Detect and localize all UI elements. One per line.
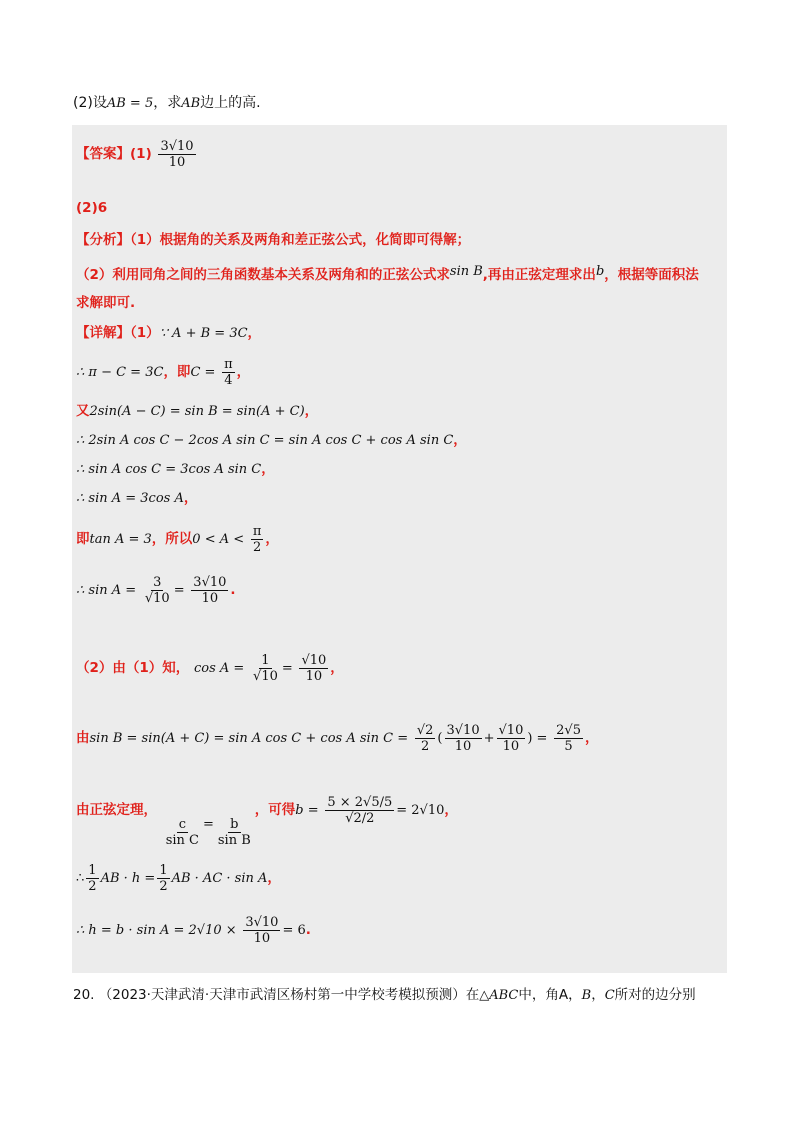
detail-frac-3-sqrt10 <box>143 575 172 606</box>
comma: ， <box>265 531 279 547</box>
period: . <box>305 922 311 938</box>
comma: ， <box>183 490 198 506</box>
therefore-symbol: ∴ <box>76 871 85 886</box>
frac-den: sin C <box>165 833 199 848</box>
detail-line2 <box>76 355 250 390</box>
paren-close: ) = <box>527 731 548 746</box>
detail-eq9: cos A = <box>194 661 245 676</box>
detail-eq13-end: = 6 <box>282 923 306 938</box>
detail-frac-pi4 <box>222 357 235 388</box>
frac-num: 5 × 2√5/5 <box>327 794 393 810</box>
period: . <box>230 582 236 598</box>
detail-frac-3sqrt10-10 <box>191 575 228 606</box>
comma: ， <box>453 432 467 448</box>
question-prefix: (2)设 <box>73 95 107 111</box>
detail-line4 <box>76 430 467 451</box>
frac-den: 10 <box>454 738 472 754</box>
answer-den: 10 <box>168 154 186 170</box>
detail-eq4: ∴ 2sin A cos C − 2cos A sin C = sin A cos C + cos A sin C <box>76 433 454 448</box>
comma: ， <box>584 730 599 746</box>
angle-B: B <box>581 988 592 1003</box>
detail-label: 【详解】 <box>76 325 130 341</box>
comma: ， <box>330 660 344 676</box>
comma: ， <box>247 325 262 341</box>
detail-frac-b-sinB <box>216 817 253 848</box>
detail-line13 <box>76 910 311 951</box>
frac-num: 2√5 <box>556 722 581 738</box>
question-part2 <box>73 93 261 114</box>
answer-num: 3√10 <box>160 138 194 154</box>
comma: ， <box>304 403 319 419</box>
detail-eq7: tan A = 3 <box>89 532 152 547</box>
frac-num: √2 <box>416 722 434 738</box>
detail-frac-2sqrt5-5 <box>554 723 583 754</box>
frac-num: π <box>252 523 262 539</box>
detail-text7a: 即 <box>76 531 90 547</box>
detail-text9: （2）由（1）知， <box>76 660 190 676</box>
analysis-text2b: ,再由正弦定理求出 <box>482 267 596 283</box>
detail-line10: 由sin B = sin(A + C) = sin A cos C + cos A sin C = $\frac{√2}{2}$ ( $\frac{3√10}{10}$ + $\frac{√10}{10}$ ) = $\frac{2√5}{5}$ ， <box>76 722 599 754</box>
detail-b-result: = 2√10 <box>396 803 445 818</box>
detail-eq12-end: AB · AC · sin A <box>171 871 268 886</box>
detail-frac-a <box>445 723 482 754</box>
answer-part2: (2)6 <box>76 200 108 216</box>
frac-num: 3√10 <box>446 722 480 738</box>
detail-line3 <box>76 401 318 422</box>
frac-num: 1 <box>159 862 168 878</box>
question-equation: AB = 5 <box>106 96 154 111</box>
frac-den: √2/2 <box>345 810 375 826</box>
detail-line1 <box>76 323 261 344</box>
question-suffix: 边上的高. <box>200 95 261 111</box>
frac-den: sin B <box>217 833 251 848</box>
detail-frac-c-sinC <box>164 817 201 848</box>
frac-num: π <box>224 356 233 372</box>
detail-eq8: ∴ sin A = <box>76 583 137 598</box>
frac-den: 10 <box>305 668 323 684</box>
comma: ， <box>236 364 251 380</box>
detail-frac-half-1 <box>86 863 98 894</box>
analysis-sinB: sin B <box>449 264 483 279</box>
detail-eq12-mid: AB · h = <box>100 871 156 886</box>
detail-frac-pi2 <box>251 524 264 555</box>
detail-eq6: ∴ sin A = 3cos A <box>76 491 184 506</box>
detail-complex-frac <box>325 795 394 826</box>
frac-num: 1 <box>88 862 97 878</box>
detail-line7 <box>76 522 279 557</box>
detail-text10: 由 <box>76 730 90 746</box>
detail-frac-half-2 <box>157 863 169 894</box>
answer-part1: (1) <box>130 146 152 162</box>
detail-C: C = <box>190 365 216 380</box>
answer-line <box>76 136 198 172</box>
analysis-text1: （1）根据角的关系及两角和差正弦公式，化简即可得解； <box>130 232 471 248</box>
detail-line12 <box>76 860 281 897</box>
frac-den: 4 <box>224 372 233 388</box>
sep: ， <box>591 987 605 1003</box>
detail-eq1: ∵ A + B = 3C <box>159 326 248 341</box>
question-end: 所对的边分别 <box>614 987 696 1003</box>
answer-label: 【答案】 <box>76 146 130 162</box>
frac-den: 2 <box>159 878 168 894</box>
frac-den: 2 <box>88 878 97 894</box>
frac-num: b <box>230 817 239 832</box>
detail-eq10: sin B = sin(A + C) = sin A cos C + cos A sin C = <box>89 731 409 746</box>
comma: ， <box>267 870 281 886</box>
comma: ， <box>261 461 275 477</box>
paren-open: ( <box>437 731 443 746</box>
detail-frac-b <box>497 723 526 754</box>
triangle-label: △ABC <box>479 988 519 1003</box>
analysis-line2 <box>76 262 699 285</box>
frac-num: 3√10 <box>245 914 279 930</box>
detail-eq3: 2sin(A − C) = sin B = sin(A + C) <box>89 404 305 419</box>
detail-frac-sqrt2-2 <box>415 723 436 754</box>
analysis-label: 【分析】 <box>76 232 130 248</box>
frac-den: 10 <box>502 738 520 754</box>
comma: ， <box>444 802 458 818</box>
detail-text11b: ，可得 <box>254 802 296 818</box>
frac-num: 3√10 <box>193 574 227 590</box>
detail-frac-1-sqrt10 <box>251 653 280 684</box>
analysis-line1 <box>76 230 470 250</box>
detail-text7b: ，所以 <box>151 531 193 547</box>
detail-frac-sqrt10-10 <box>299 653 328 684</box>
detail-eq5: ∴ sin A cos C = 3cos A sin C <box>76 462 262 477</box>
angle-C: C <box>604 988 615 1003</box>
question-mid: ，求 <box>153 95 182 111</box>
detail-text3: 又 <box>76 403 90 419</box>
frac-den: 10 <box>201 590 219 606</box>
analysis-b: b <box>595 264 605 279</box>
detail-b-eq: b = <box>295 803 319 818</box>
analysis-text2a: （2）利用同角之间的三角函数基本关系及两角和的正弦公式求 <box>76 267 450 283</box>
frac-num: √10 <box>301 652 327 668</box>
detail-line11: 由正弦定理， $\frac{c}{\text{sin C}}$ = $\frac{b}{\text{sin B}}$ ，可得b = $\frac{5 \times 2√5/5}{√2/2}$ = 2√10， <box>76 794 458 848</box>
detail-line6 <box>76 488 197 509</box>
detail-eq2: ∴ π − C = 3C <box>76 365 164 380</box>
frac-den: 10 <box>253 930 271 946</box>
frac-num: c <box>178 817 186 832</box>
frac-den: √10 <box>253 668 278 684</box>
detail-text2: ，即 <box>163 364 191 380</box>
detail-eq13: ∴ h = b · sin A = 2√10 × <box>76 923 237 938</box>
detail-frac-final <box>243 915 280 946</box>
frac-den: √10 <box>144 590 170 606</box>
analysis-text2c: ，根据等面积法 <box>604 267 699 283</box>
detail-text11a: 由正弦定理， <box>76 802 157 818</box>
frac-den: 5 <box>564 738 573 754</box>
detail-line8: ∴ sin A = $\frac{3}{√10}$ = $\frac{3√10}{10}$ . <box>76 574 236 606</box>
frac-den: 2 <box>421 738 430 754</box>
question-source: （2023·天津武清·天津市武清区杨村第一中学校考模拟预测）在 <box>98 987 480 1003</box>
next-question <box>73 985 696 1006</box>
frac-num: 1 <box>261 652 270 668</box>
detail-p1: （1） <box>130 325 160 341</box>
question-text: 中，角A， <box>518 987 582 1003</box>
frac-num: √10 <box>498 722 524 738</box>
analysis-line3: 求解即可. <box>76 295 136 311</box>
question-var: AB <box>181 96 201 111</box>
frac-den: 2 <box>252 539 262 555</box>
detail-eq7c: 0 < A < <box>192 532 245 547</box>
frac-num: 3 <box>153 574 162 590</box>
answer-fraction <box>158 139 195 170</box>
detail-line5 <box>76 459 275 480</box>
detail-line9: （2）由（1）知， cos A = $\frac{1}{√10}$ = $\frac{√10}{10}$ ， <box>76 652 344 684</box>
question-number: 20. <box>73 987 95 1003</box>
